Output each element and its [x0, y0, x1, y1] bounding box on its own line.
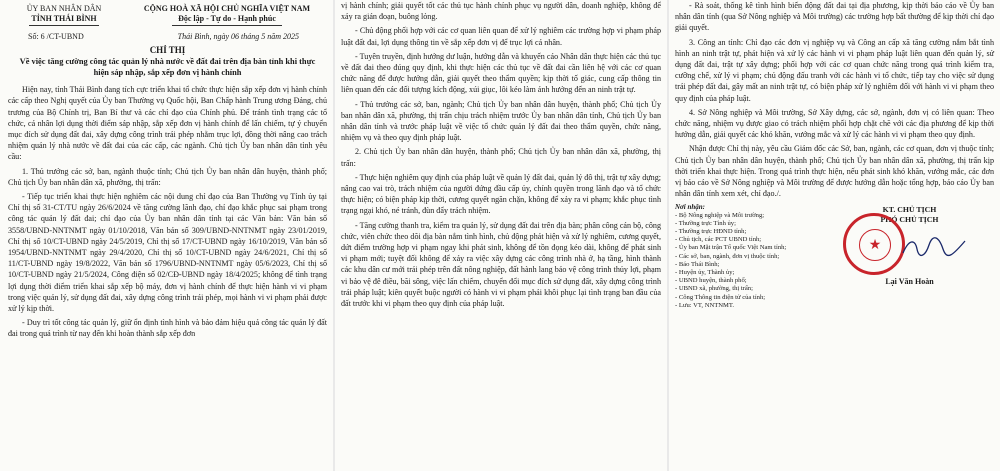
- recipient-item: - Bộ Nông nghiệp và Môi trường;: [675, 211, 765, 219]
- recipient-item: - Báo Thái Bình;: [675, 260, 720, 268]
- recipient-item: - Thường trực HĐND tỉnh;: [675, 228, 747, 236]
- paragraph: 3. Công an tỉnh: Chỉ đạo các đơn vị nghiệp vụ và Công an cấp xã tăng cường nắm bắt tình hình an ninh trật tự, phát hiện và xử lý các hành vi vi phạm pháp luật liên quan đến quản lý, sử dụng đất đai, trật tự xây dựng; phối hợp với các cơ quan chức năng trong quá trình kiểm tra, cưỡng chế, xử lý vi phạm; chủ động đấu tranh với các hành vi tổ chức, tiếp tay cho việc sử dụng trái phép đất đai, gây mất an ninh trật tự, có biện pháp xử lý nghiêm đối với hành vi vi phạm theo quy định của pháp luật.: [675, 37, 994, 103]
- issuing-authority: [8, 4, 120, 26]
- page-left: [0, 0, 333, 471]
- org-line-2: TỈNH THÁI BÌNH: [31, 14, 97, 23]
- document-number: Số: 6 /CT-UBND: [28, 32, 84, 41]
- paragraph: - Thủ trưởng các sở, ban, ngành; Chủ tịch Ủy ban nhân dân huyện, thành phố; Chủ tịch Ủy ban nhân dân xã, phường, thị trấn chịu trách nhiệm trước Ủy ban nhân dân tỉnh, Chủ tịch Ủy ban nhân dân tỉnh và trước pháp luật về việc tổ chức quản lý đất đai theo thẩm quyền, chức năng, nhiệm vụ và theo quy định pháp luật.: [341, 99, 661, 143]
- handwritten-signature-icon: [899, 235, 969, 259]
- recipient-item: - UBND huyện, thành phố;: [675, 277, 747, 285]
- document-title: Về việc tăng cường công tác quản lý nhà nước về đất đai trên địa bàn tỉnh khi thực hiện sáp nhập, sắp xếp đơn vị hành chính: [19, 57, 316, 77]
- document-meta: [8, 32, 327, 41]
- recipients-label: Nơi nhận:: [675, 203, 706, 212]
- document-type: CHỈ THỊ: [149, 45, 186, 55]
- recipients-list: [675, 203, 825, 310]
- paragraph: - Tuyên truyền, định hướng dư luận, hướng dẫn và khuyến cáo Nhân dân thực hiện các thủ tục về đất đai theo đúng quy định, khi thực hiện các thủ tục về đất đai cần liên hệ với các cơ quan chức năng để được hướng dẫn, giải quyết theo thẩm quyền; kịp thời tố giác, cung cấp thông tin liên quan đến các đối tượng kích động, xúi giục, lôi kéo làm ảnh hưởng đến an ninh trật tự.: [341, 51, 661, 95]
- closing-block: [675, 203, 994, 310]
- paragraph: 4. Sở Nông nghiệp và Môi trường, Sở Xây dựng, các sở, ngành, đơn vị có liên quan: Theo chức năng, nhiệm vụ được giao có trách nhiệm phối hợp chặt chẽ với các địa phương để kịp thời hướng dẫn, giải quyết các khó khăn, vướng mắc và xử lý các hành vi vi phạm theo quy định.: [675, 107, 994, 140]
- nation-line-1: CỘNG HOÀ XÃ HỘI CHỦ NGHĨA VIỆT NAM: [143, 4, 311, 13]
- recipient-item: - Chủ tịch, các PCT UBND tỉnh;: [675, 236, 762, 244]
- recipient-item: - Ủy ban Mặt trận Tổ quốc Việt Nam tỉnh;: [675, 244, 787, 252]
- paragraph: - Thực hiện nghiêm quy định của pháp luật về quản lý đất đai, quản lý đô thị, trật tự xây dựng; nâng cao vai trò, trách nhiệm của người đứng đầu cấp ủy, chính quyền trong lãnh đạo và tổ chức thực hiện; có biện pháp kịp thời, cương quyết ngăn chặn, không để xảy ra vi phạm; khắc phục tình trạng ngại khó, né tránh, đùn đẩy trách nhiệm.: [341, 172, 661, 216]
- recipient-item: - Công Thông tin điện tử của tỉnh;: [675, 293, 766, 301]
- signer-name: Lại Văn Hoàn: [885, 277, 934, 287]
- page-right: [669, 0, 1000, 471]
- paragraph: Hiện nay, tỉnh Thái Bình đang tích cực triển khai tổ chức thực hiện sắp xếp đơn vị hành chính các cấp theo Nghị quyết của Ủy ban Thường vụ Quốc hội, Ban Chấp hành Trung ương Đảng, chủ trương của Bộ Chính trị, Ban Bí thư và các chỉ đạo của Chính phủ. Để tránh tình trạng các tổ chức, cá nhân lợi dụng thời điểm sáp nhập, sắp xếp đơn vị hành chính để lấn chiếm, tự ý chuyển mục đích sử dụng đất đai, xây dựng công trình trái phép nhằm trục lợi, đồng thời nâng cao trách nhiệm quản lý nhà nước về đất đai của các cấp, các ngành. Chủ tịch Ủy ban nhân dân tỉnh yêu cầu:: [8, 85, 327, 162]
- paragraph: Nhận được Chỉ thị này, yêu cầu Giám đốc các Sở, ban, ngành, các cơ quan, đơn vị thuộc tỉnh; Chủ tịch Ủy ban nhân dân huyện, thành phố; Chủ tịch Ủy ban nhân dân xã, phường, thị trấn kịp thời triển khai thực hiện. Trong quá trình thực hiện, nếu phát sinh khó khăn, vướng mắc, các đơn vị báo cáo về Sở Nông nghiệp và Môi trường để được hướng dẫn hoặc tổng hợp, báo cáo Ủy ban nhân dân tỉnh xem xét, chỉ đạo./.: [675, 144, 994, 199]
- signature-title-1: KT. CHỦ TỊCH: [882, 205, 937, 215]
- national-motto: [127, 4, 327, 26]
- signature-block: [825, 203, 994, 310]
- org-underline: [29, 25, 99, 26]
- recipient-item: - UBND xã, phường, thị trấn;: [675, 285, 753, 293]
- document-header: [8, 4, 327, 26]
- paragraph: - Chủ động phối hợp với các cơ quan liên quan để xử lý nghiêm các trường hợp vi phạm pháp luật đất đai, lợi dụng thông tin về sắp xếp đơn vị để trục lợi cá nhân.: [341, 26, 661, 47]
- recipient-item: - Lưu: VT, NNTNMT.: [675, 301, 735, 309]
- recipient-item: - Thường trực Tỉnh ủy;: [675, 219, 736, 227]
- signature-title-2: PHÓ CHỦ TỊCH: [880, 215, 939, 225]
- document-date: Thái Bình, ngày 06 tháng 5 năm 2025: [177, 32, 299, 41]
- paragraph: - Tiếp tục triển khai thực hiện nghiêm các nội dung chỉ đạo của Ban Thường vụ Tỉnh ủy tại Chỉ thị số 31-CT/TU ngày 26/6/2024 về tăng cường lãnh đạo, chỉ đạo khắc phục sai phạm trong công tác quản lý đất đai; chỉ đạo của Ủy ban nhân dân tỉnh tại các Văn bản: Văn bản số 3558/UBND-NNTNMT ngày 01/10/2018, Văn bản số 309/UBND-NNTNMT ngày 23/01/2019, Chỉ thị số 10/CT-UBND ngày 24/5/2019, Chỉ thị số 17/CT-UBND ngày 16/10/2019, Văn bản số 1954/UBND-NNTNMT ngày 29/4/2020, Chỉ thị số 10/CT-UBND ngày 24/6/2021, Chỉ thị số 11/CT-UBND ngày 19/8/2022, Văn bản số 1796/UBND-NNTNMT ngày 05/6/2023, Chỉ thị số 10/CT-UBND ngày 21/5/2024, Công điện số 02/CĐ-UBND ngày 18/4/2025; không để tình trạng lợi dụng thời điểm triển khai sắp xếp bộ máy, đơn vị hành chính để thực hiện hành vi vi phạm trong việc quản lý, sử dụng đất đai, xây dựng công trình trái phép, mọi hành vi vi phạm phải được xử lý kịp thời.: [8, 192, 327, 314]
- paragraph: - Duy trì tốt công tác quản lý, giữ ổn định tình hình và bảo đảm hiệu quả công tác quản lý đất đai trong quá trình từ nay đến khi hoàn thành sắp xếp đơn: [8, 318, 327, 339]
- star-icon: ★: [859, 229, 891, 261]
- motto-underline: [172, 25, 282, 26]
- paragraph: vị hành chính; giải quyết tốt các thủ tục hành chính phục vụ người dân, doanh nghiệp, không để xảy ra gián đoạn, buông lỏng.: [341, 1, 661, 22]
- paragraph: 1. Thủ trưởng các sở, ban, ngành thuộc tỉnh; Chủ tịch Ủy ban nhân dân huyện, thành phố; Chủ tịch Ủy ban nhân dân xã, phường, thị trấn:: [8, 166, 327, 187]
- paragraph: - Rà soát, thống kê tình hình biến động đất đai tại địa phương, kịp thời báo cáo về Ủy ban nhân dân tỉnh (qua Sở Nông nghiệp và Môi trường) các trường hợp bất thường để kịp thời chỉ đạo giải quyết.: [675, 1, 994, 33]
- paragraph: - Tăng cường thanh tra, kiểm tra quản lý, sử dụng đất đai trên địa bàn; phân công cán bộ, công chức, viên chức theo dõi địa bàn nắm tình hình, chủ động phát hiện và xử lý nghiêm, cương quyết, dứt điểm trường hợp vi phạm ngay khi phát sinh, không để tồn đọng kéo dài, không để phát sinh vi phạm mới; tuyệt đối không để xảy ra việc xây dựng các công trình nhà ở, hạ tầng, hình thành các khu dân cư mới trái phép trên đất nông nghiệp, đất hành lang bảo vệ công trình thủy lợi, phạm vi bảo vệ đê điều, bãi sông, việc lấn chiếm, chuyển đổi mục đích sử dụng đất, xây dựng công trình trái pháp luật; kiên quyết buộc người có hành vi vi phạm phải khôi phục lại tình trạng ban đầu của đất trước khi vi phạm theo quy định của pháp luật.: [341, 220, 661, 309]
- recipient-item: - Các sở, ban, ngành, đơn vị thuộc tỉnh;: [675, 252, 780, 260]
- page-middle: [335, 0, 667, 471]
- official-seal-icon: [843, 213, 905, 275]
- org-line-1: ỦY BAN NHÂN DÂN: [26, 4, 102, 13]
- paragraph: 2. Chủ tịch Ủy ban nhân dân huyện, thành phố; Chủ tịch Ủy ban nhân dân xã, phường, thị trấn:: [341, 147, 661, 168]
- recipient-item: - Huyện ủy, Thành ủy;: [675, 269, 735, 277]
- nation-line-2: Độc lập - Tự do - Hạnh phúc: [178, 14, 276, 23]
